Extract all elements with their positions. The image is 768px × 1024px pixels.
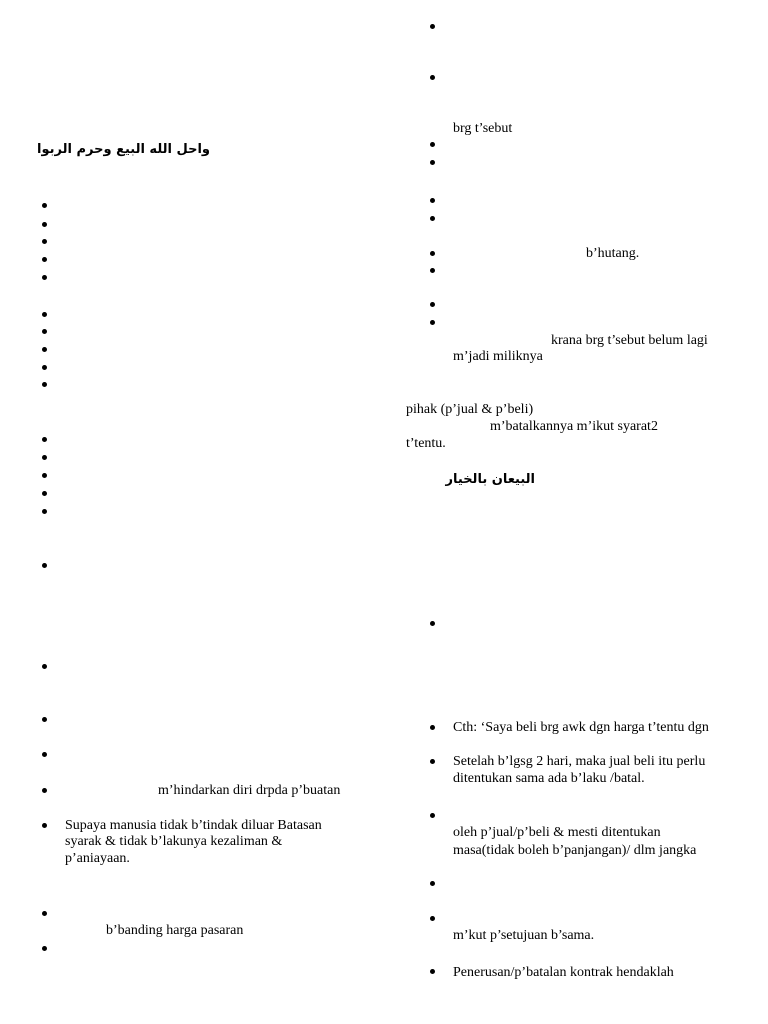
bullet — [42, 203, 47, 208]
bullet — [42, 509, 47, 514]
left-text-5: b’banding harga pasaran — [106, 923, 244, 938]
bullet — [42, 911, 47, 916]
bullet — [42, 823, 47, 828]
bullet — [430, 320, 435, 325]
bullet — [430, 916, 435, 921]
right-text-12: masa(tidak boleh b’panjangan)/ dlm jangka — [453, 843, 697, 858]
right-text-3: krana brg t’sebut belum lagi — [551, 333, 708, 348]
arabic-heading-left: واحل الله البيع وحرم الربوا — [37, 142, 210, 157]
bullet — [42, 239, 47, 244]
left-text-4: p’aniayaan. — [65, 851, 130, 866]
bullet — [42, 365, 47, 370]
right-text-13: m’kut p’setujuan b’sama. — [453, 928, 595, 943]
right-text-8: Cth: ‘Saya beli brg awk dgn harga t’tentu dgn — [453, 720, 709, 735]
bullet — [42, 752, 47, 757]
bullet — [430, 216, 435, 221]
bullet — [430, 813, 435, 818]
left-text-1: m’hindarkan diri drpda p’buatan — [158, 783, 341, 798]
bullet — [430, 142, 435, 147]
right-text-11: oleh p’jual/p’beli & mesti ditentukan — [453, 825, 661, 840]
right-text-1: brg t’sebut — [453, 121, 513, 136]
bullet — [42, 275, 47, 280]
right-text-6: m’batalkannya m’ikut syarat2 — [490, 419, 658, 434]
bullet — [430, 75, 435, 80]
right-text-14: Penerusan/p’batalan kontrak hendaklah — [453, 965, 674, 980]
right-text-9: Setelah b’lgsg 2 hari, maka jual beli itu perlu — [453, 754, 706, 769]
bullet — [430, 621, 435, 626]
bullet — [42, 257, 47, 262]
bullet — [430, 969, 435, 974]
right-text-4: m’jadi miliknya — [453, 349, 543, 364]
right-text-2: b’hutang. — [586, 246, 640, 261]
bullet — [430, 725, 435, 730]
bullet — [42, 347, 47, 352]
bullet — [430, 198, 435, 203]
bullet — [430, 160, 435, 165]
bullet — [42, 491, 47, 496]
bullet — [42, 563, 47, 568]
bullet — [430, 268, 435, 273]
left-text-3: syarak & tidak b’lakunya kezaliman & — [65, 834, 283, 849]
bullet — [430, 251, 435, 256]
right-text-5: pihak (p’jual & p’beli) — [406, 402, 534, 417]
bullet — [430, 759, 435, 764]
bullet — [42, 455, 47, 460]
bullet — [430, 302, 435, 307]
left-text-2: Supaya manusia tidak b’tindak diluar Batasan — [65, 818, 322, 833]
arabic-heading-right: البيعان بالخيار — [445, 472, 535, 487]
right-text-7: t’tentu. — [406, 436, 446, 451]
bullet — [430, 881, 435, 886]
bullet — [42, 664, 47, 669]
bullet — [42, 329, 47, 334]
bullet — [42, 717, 47, 722]
bullet — [42, 222, 47, 227]
right-text-10: ditentukan sama ada b’laku /batal. — [453, 771, 645, 786]
bullet — [42, 946, 47, 951]
bullet — [42, 312, 47, 317]
bullet — [42, 437, 47, 442]
bullet — [430, 24, 435, 29]
bullet — [42, 382, 47, 387]
bullet — [42, 473, 47, 478]
bullet — [42, 788, 47, 793]
